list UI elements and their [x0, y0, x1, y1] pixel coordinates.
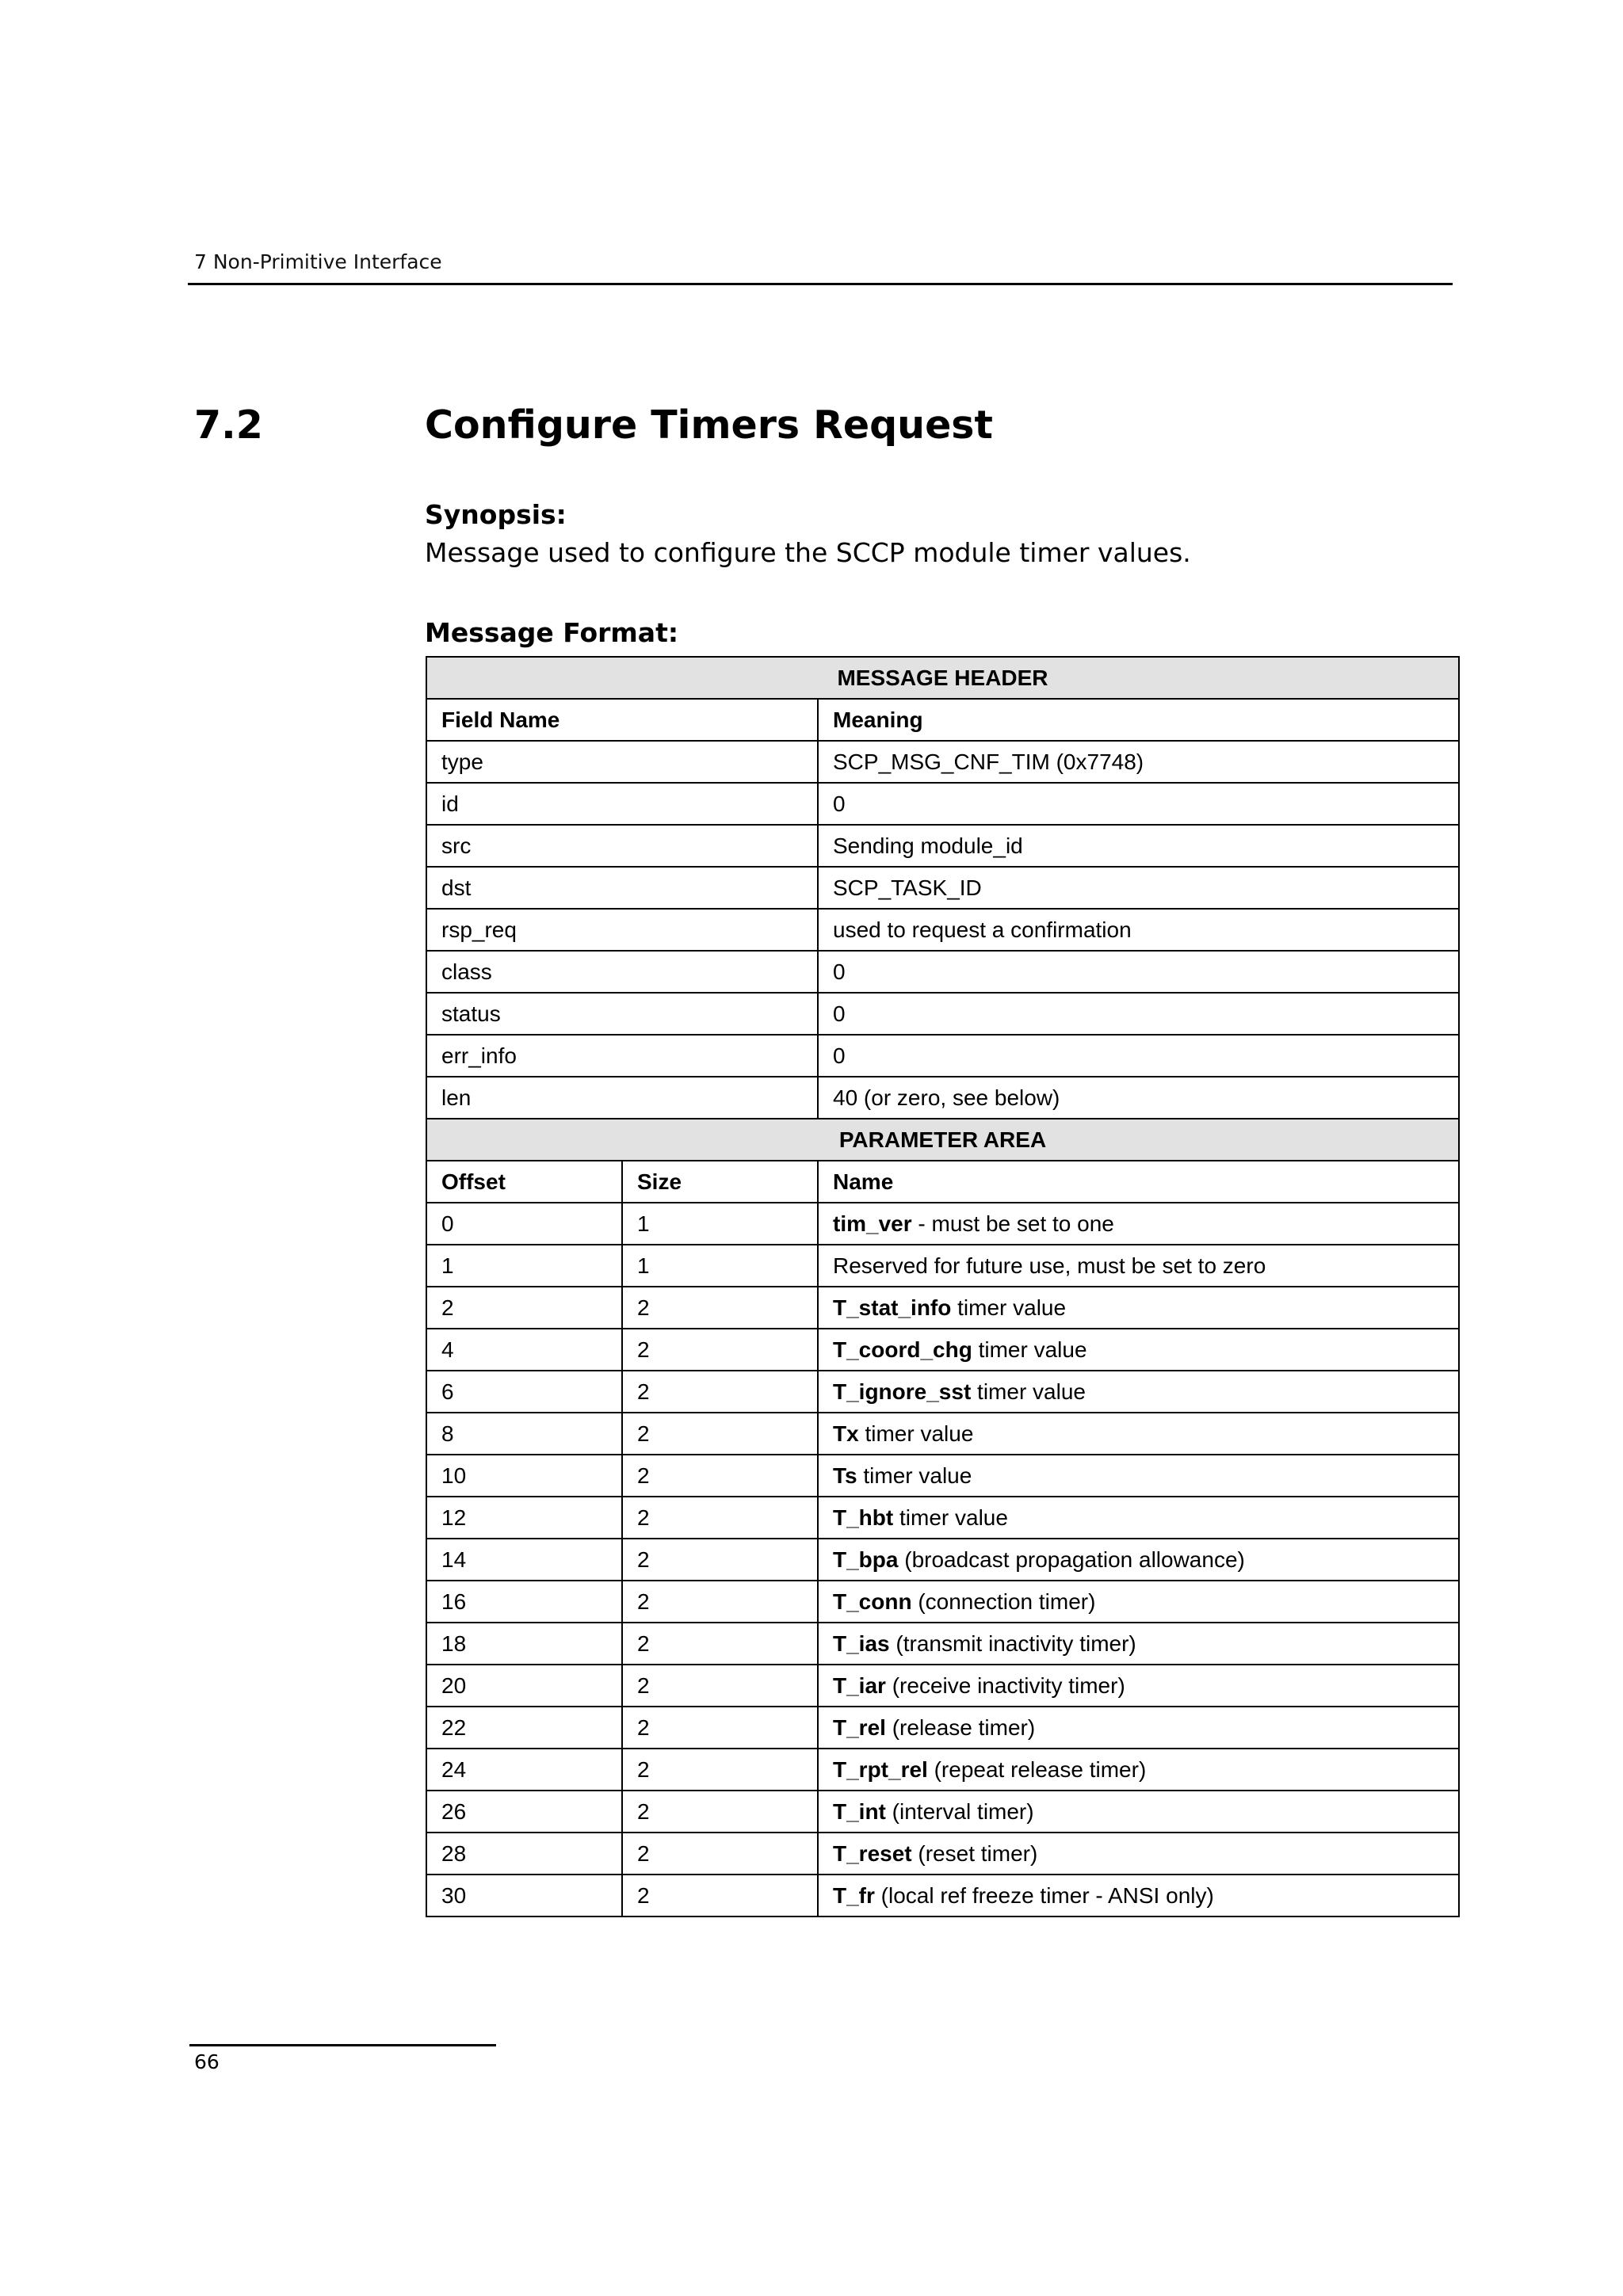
parameter-row	[426, 1707, 1459, 1749]
name-cell	[818, 1875, 1459, 1917]
size-cell: 2	[622, 1707, 818, 1749]
size-cell: 2	[622, 1665, 818, 1707]
parameter-row	[426, 1665, 1459, 1707]
size-cell: 2	[622, 1791, 818, 1833]
parameter-name: tim_ver	[833, 1211, 912, 1236]
parameter-description: (local ref freeze timer - ANSI only)	[874, 1882, 1214, 1908]
field-name-cell: len	[426, 1077, 818, 1119]
parameter-description: timer value	[972, 1337, 1087, 1362]
header-column-row	[426, 699, 1459, 741]
offset-cell: 2	[426, 1287, 622, 1329]
size-cell: 2	[622, 1833, 818, 1875]
parameter-description: timer value	[857, 1463, 972, 1488]
parameter-name: T_coord_chg	[833, 1337, 972, 1362]
name-cell	[818, 1287, 1459, 1329]
offset-cell: 14	[426, 1539, 622, 1581]
header-field-row	[426, 993, 1459, 1035]
footer-rule	[189, 2044, 496, 2046]
parameter-name: T_ignore_sst	[833, 1379, 972, 1404]
offset-cell: 12	[426, 1497, 622, 1539]
name-cell	[818, 1371, 1459, 1413]
parameter-area-band-label: PARAMETER AREA	[426, 1119, 1459, 1161]
parameter-description: timer value	[971, 1379, 1086, 1404]
page-number: 66	[194, 2050, 220, 2073]
size-cell: 2	[622, 1413, 818, 1455]
column-header-name: Name	[818, 1161, 1459, 1203]
parameter-description: (repeat release timer)	[927, 1756, 1147, 1782]
meaning-cell: Sending module_id	[818, 825, 1459, 867]
field-name-cell: rsp_req	[426, 909, 818, 951]
header-field-row	[426, 783, 1459, 825]
header-field-row	[426, 825, 1459, 867]
parameter-description: (transmit inactivity timer)	[889, 1630, 1136, 1656]
parameter-row	[426, 1455, 1459, 1497]
size-cell: 2	[622, 1539, 818, 1581]
message-format-label: Message Format:	[425, 617, 679, 648]
size-cell: 2	[622, 1455, 818, 1497]
parameter-column-row	[426, 1161, 1459, 1203]
section-title: Configure Timers Request	[425, 402, 993, 448]
parameter-row	[426, 1581, 1459, 1623]
offset-cell: 16	[426, 1581, 622, 1623]
parameter-name: T_reset	[833, 1840, 912, 1866]
column-header-field-name: Field Name	[426, 699, 818, 741]
name-cell	[818, 1539, 1459, 1581]
meaning-cell: SCP_MSG_CNF_TIM (0x7748)	[818, 741, 1459, 783]
parameter-name: Tx	[833, 1421, 859, 1446]
name-cell	[818, 1833, 1459, 1875]
parameter-row	[426, 1287, 1459, 1329]
parameter-row	[426, 1329, 1459, 1371]
parameter-name: Ts	[833, 1463, 857, 1488]
name-cell	[818, 1665, 1459, 1707]
parameter-description: (receive inactivity timer)	[885, 1672, 1125, 1698]
parameter-description: Reserved for future use, must be set to zero	[833, 1253, 1266, 1278]
parameter-name: T_rel	[833, 1714, 886, 1740]
offset-cell: 24	[426, 1749, 622, 1791]
synopsis-label: Synopsis:	[425, 499, 567, 530]
meaning-cell: 0	[818, 783, 1459, 825]
message-header-band	[426, 657, 1459, 699]
meaning-cell: 40 (or zero, see below)	[818, 1077, 1459, 1119]
name-cell	[818, 1791, 1459, 1833]
name-cell	[818, 1329, 1459, 1371]
offset-cell: 1	[426, 1245, 622, 1287]
parameter-description: (connection timer)	[911, 1589, 1096, 1614]
column-header-size: Size	[622, 1161, 818, 1203]
name-cell	[818, 1623, 1459, 1665]
size-cell: 2	[622, 1875, 818, 1917]
parameter-name: T_bpa	[833, 1547, 899, 1572]
parameter-description: (reset timer)	[911, 1840, 1038, 1866]
offset-cell: 30	[426, 1875, 622, 1917]
offset-cell: 6	[426, 1371, 622, 1413]
synopsis-text: Message used to configure the SCCP module timer values.	[425, 537, 1191, 568]
size-cell: 2	[622, 1329, 818, 1371]
meaning-cell: 0	[818, 951, 1459, 993]
parameter-description: - must be set to one	[911, 1211, 1114, 1236]
field-name-cell: err_info	[426, 1035, 818, 1077]
parameter-description: (interval timer)	[885, 1798, 1034, 1824]
size-cell: 1	[622, 1203, 818, 1245]
name-cell	[818, 1413, 1459, 1455]
parameter-name: T_ias	[833, 1630, 890, 1656]
meaning-cell: 0	[818, 1035, 1459, 1077]
offset-cell: 26	[426, 1791, 622, 1833]
parameter-row	[426, 1875, 1459, 1917]
name-cell	[818, 1455, 1459, 1497]
column-header-meaning: Meaning	[818, 699, 1459, 741]
parameter-row	[426, 1833, 1459, 1875]
name-cell	[818, 1203, 1459, 1245]
parameter-description: timer value	[858, 1421, 974, 1446]
meaning-cell: SCP_TASK_ID	[818, 867, 1459, 909]
parameter-description: timer value	[893, 1505, 1008, 1530]
header-field-row	[426, 867, 1459, 909]
size-cell: 2	[622, 1497, 818, 1539]
message-format-table	[426, 656, 1460, 1917]
name-cell	[818, 1707, 1459, 1749]
name-cell	[818, 1245, 1459, 1287]
parameter-name: T_stat_info	[833, 1295, 952, 1320]
field-name-cell: dst	[426, 867, 818, 909]
offset-cell: 10	[426, 1455, 622, 1497]
parameter-area-band	[426, 1119, 1459, 1161]
parameter-name: T_iar	[833, 1672, 886, 1698]
offset-cell: 18	[426, 1623, 622, 1665]
parameter-name: T_conn	[833, 1589, 912, 1614]
meaning-cell: 0	[818, 993, 1459, 1035]
size-cell: 2	[622, 1287, 818, 1329]
parameter-row	[426, 1791, 1459, 1833]
header-field-row	[426, 951, 1459, 993]
parameter-row	[426, 1371, 1459, 1413]
parameter-description: (broadcast propagation allowance)	[898, 1547, 1245, 1572]
field-name-cell: type	[426, 741, 818, 783]
parameter-row	[426, 1497, 1459, 1539]
header-rule	[188, 283, 1453, 285]
field-name-cell: status	[426, 993, 818, 1035]
name-cell	[818, 1497, 1459, 1539]
parameter-row	[426, 1749, 1459, 1791]
parameter-name: T_rpt_rel	[833, 1756, 928, 1782]
name-cell	[818, 1581, 1459, 1623]
meaning-cell: used to request a confirmation	[818, 909, 1459, 951]
message-header-band-label: MESSAGE HEADER	[426, 657, 1459, 699]
size-cell: 2	[622, 1581, 818, 1623]
parameter-description: (release timer)	[885, 1714, 1036, 1740]
header-field-row	[426, 909, 1459, 951]
section-number: 7.2	[194, 402, 263, 448]
parameter-name: T_int	[833, 1798, 886, 1824]
header-field-row	[426, 741, 1459, 783]
running-header: 7 Non-Primitive Interface	[194, 250, 442, 273]
parameter-row	[426, 1413, 1459, 1455]
parameter-row	[426, 1623, 1459, 1665]
parameter-name: T_hbt	[833, 1505, 894, 1530]
header-field-row	[426, 1077, 1459, 1119]
size-cell: 2	[622, 1623, 818, 1665]
header-field-row	[426, 1035, 1459, 1077]
parameter-row	[426, 1539, 1459, 1581]
size-cell: 2	[622, 1371, 818, 1413]
field-name-cell: src	[426, 825, 818, 867]
size-cell: 2	[622, 1749, 818, 1791]
size-cell: 1	[622, 1245, 818, 1287]
column-header-offset: Offset	[426, 1161, 622, 1203]
offset-cell: 8	[426, 1413, 622, 1455]
message-format-table-body	[426, 657, 1459, 1917]
parameter-row	[426, 1245, 1459, 1287]
parameter-name: T_fr	[833, 1882, 875, 1908]
offset-cell: 20	[426, 1665, 622, 1707]
offset-cell: 28	[426, 1833, 622, 1875]
field-name-cell: id	[426, 783, 818, 825]
parameter-description: timer value	[951, 1295, 1067, 1320]
offset-cell: 4	[426, 1329, 622, 1371]
offset-cell: 22	[426, 1707, 622, 1749]
parameter-row	[426, 1203, 1459, 1245]
field-name-cell: class	[426, 951, 818, 993]
offset-cell: 0	[426, 1203, 622, 1245]
name-cell	[818, 1749, 1459, 1791]
